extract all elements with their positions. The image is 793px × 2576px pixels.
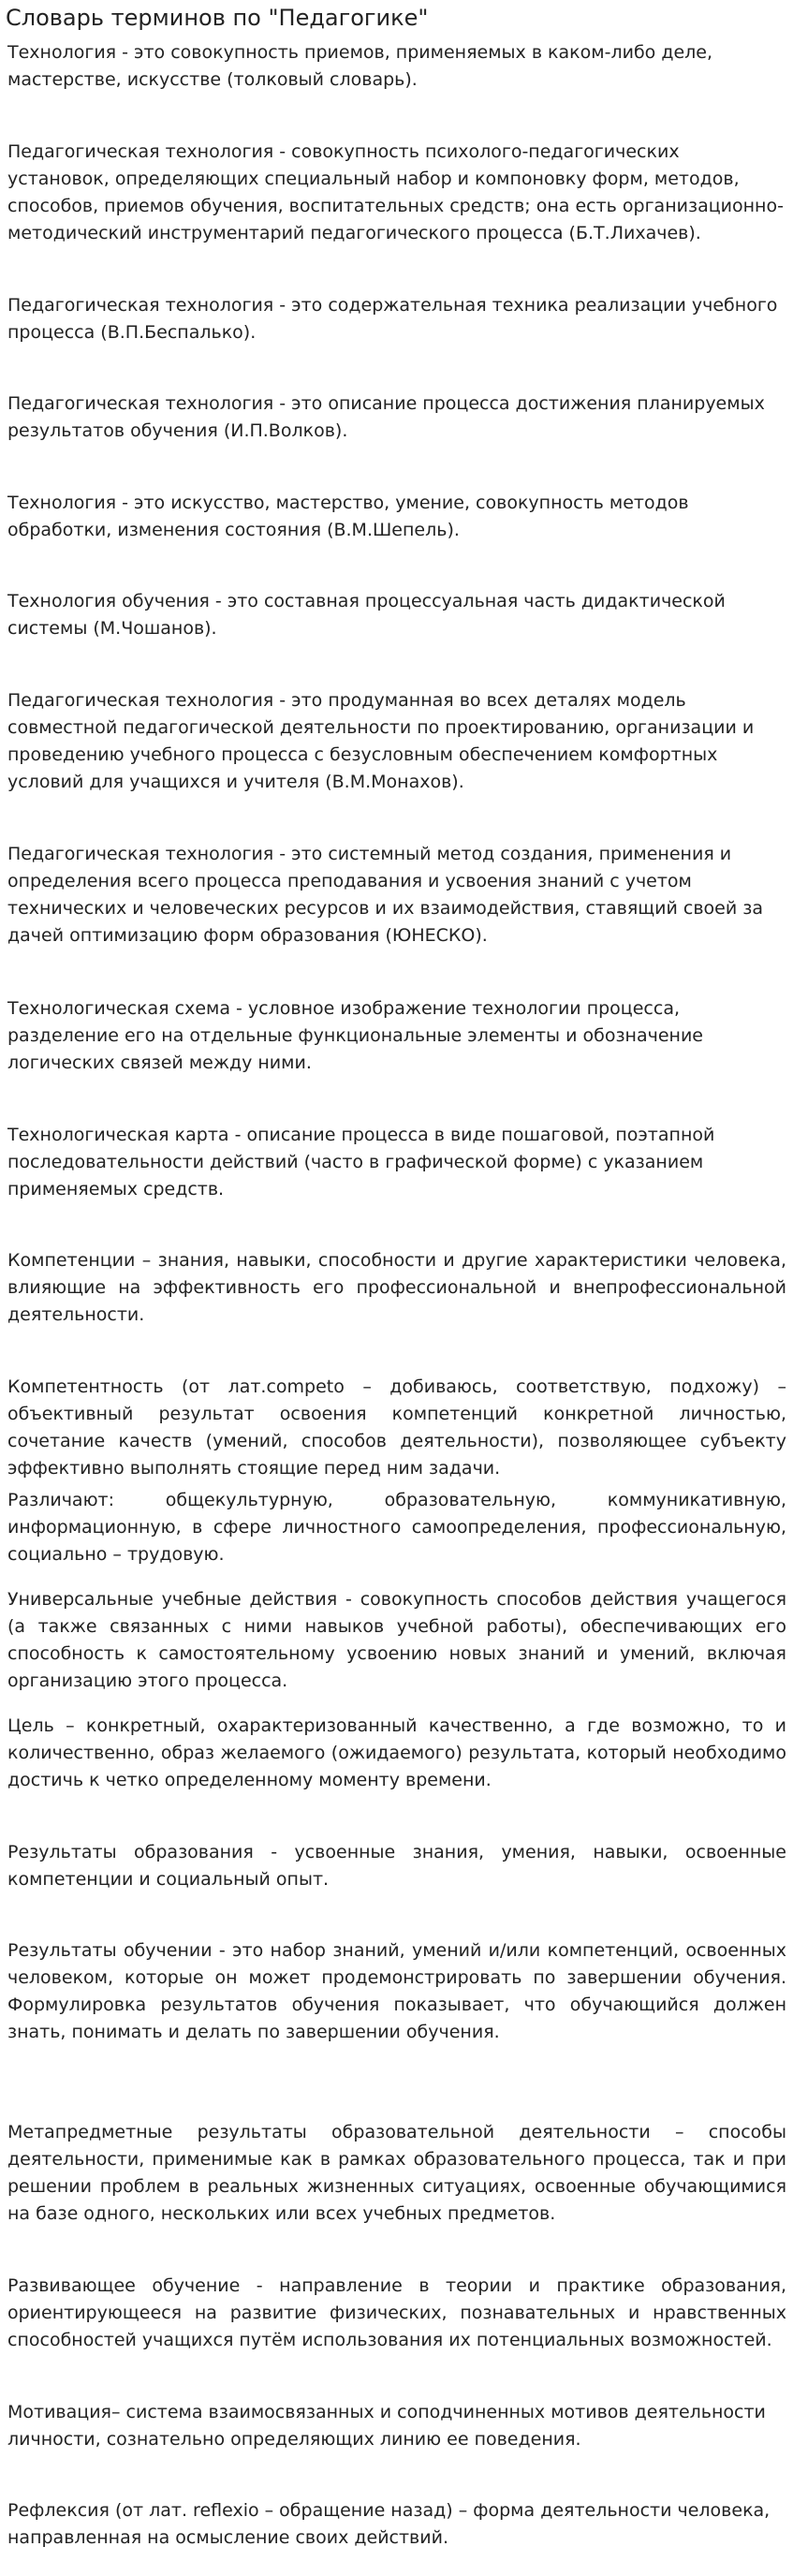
term-tech-card: Технологическая карта - описание процесса в виде пошаговой, поэтапной последовательности действий (часто в графической форме) с указанием применяемых средств. xyxy=(7,1125,715,1200)
page-title: Словарь терминов по "Педагогике" xyxy=(6,5,429,31)
term-reflection: Рефлексия (от лат. reflexio – обращение назад) – форма деятельности человека, направленная на осмысление своих действий. xyxy=(7,2500,771,2548)
term-competence-types: Различают: общекультурную, образовательную, коммуникативную, информационную, в сфере личностного самоопределения, профессиональную, социально – трудовую. xyxy=(7,1490,786,1565)
term-competencies: Компетенции – знания, навыки, способности и другие характеристики человека, влияющие на эффективность его профессиональной и внепрофессиональной деятельности. xyxy=(7,1250,786,1325)
term-ped-tech-unesco: Педагогическая технология - это системный метод создания, применения и определения всего процесса преподавания и усвоения знаний с учетом технических и человеческих ресурсов и их взаимодействия, ставящий своей за дачей оптимизацию форм образования (ЮНЕСКО). xyxy=(7,844,763,946)
term-goal: Цель – конкретный, охарактеризованный качественно, а где возможно, то и количественно, образ желаемого (ожидаемого) результата, который необходимо достичь к четко определенному моменту времени. xyxy=(7,1715,786,1790)
term-education-results: Результаты образования - усвоенные знания, умения, навыки, освоенные компетенции и социальный опыт. xyxy=(7,1842,786,1890)
term-tech-scheme: Технологическая схема - условное изображение технологии процесса, разделение его на отдельные функциональные элементы и обозначение логических связей между ними. xyxy=(7,998,703,1073)
term-competence: Компетентность (от лат.competo – добиваюсь, соответствую, подхожу) – объективный результат освоения компетенций конкретной личностью, сочетание качеств (умений, способов деятельности), позволяющее субъекту эффективно выполнять стоящие перед ним задачи. xyxy=(7,1376,786,1479)
term-ped-tech-likhachev: Педагогическая технология - совокупность психолого-педагогических установок, определяющих специальный набор и компоновку форм, методов, способов, приемов обучения, воспитательных средств; она есть организационно-методический инструментарий педагогического процесса (Б.Т.Лихачев). xyxy=(7,141,784,243)
term-learning-results: Результаты обучении - это набор знаний, умений и/или компетенций, освоенных человеком, которые он может продемонстрировать по завершении обучения. Формулировка результатов обучения показывает, что обучающийся должен знать, понимать и делать по завершении обучения. xyxy=(7,1940,786,2042)
term-motivation: Мотивация– система взаимосвязанных и соподчиненных мотивов деятельности личности, сознательно определяющих линию ее поведения. xyxy=(7,2402,766,2450)
term-ped-tech-bespalko: Педагогическая технология - это содержательная техника реализации учебного процесса (В.П.Беспалько). xyxy=(7,295,778,343)
term-ped-tech-volkov: Педагогическая технология - это описание процесса достижения планируемых результатов обучения (И.П.Волков). xyxy=(7,393,765,441)
term-metasubject-results: Метапредметные результаты образовательной деятельности – способы деятельности, применимые как в рамках образовательного процесса, так и при решении проблем в реальных жизненных ситуациях, освоенные обучающимися на базе одного, нескольких или всех учебных предметов. xyxy=(7,2122,786,2224)
term-technology-shepel: Технология - это искусство, мастерство, умение, совокупность методов обработки, изменения состояния (В.М.Шепель). xyxy=(7,493,689,540)
term-ped-tech-monakhov: Педагогическая технология - это продуманная во всех деталях модель совместной педагогической деятельности по проектированию, организации и проведению учебного процесса с безусловным обеспечением комфортных условий для учащихся и учителя (В.М.Монахов). xyxy=(7,690,755,792)
term-universal-learning-actions: Универсальные учебные действия - совокупность способов действия учащегося (а также связанных с ними навыков учебной работы), обеспечивающих его способность к самостоятельному усвоению новых знаний и умений, включая организацию этого процесса. xyxy=(7,1589,786,1691)
term-technology: Технология - это совокупность приемов, применяемых в каком-либо деле, мастерстве, искусстве (толковый словарь). xyxy=(7,42,713,90)
term-learning-tech-choshanov: Технология обучения - это составная процессуальная часть дидактической системы (М.Чошанов). xyxy=(7,591,726,639)
term-developmental-learning: Развивающее обучение - направление в теории и практике образования, ориентирующееся на развитие физических, познавательных и нравственных способностей учащихся путём использования их потенциальных возможностей. xyxy=(7,2275,786,2350)
